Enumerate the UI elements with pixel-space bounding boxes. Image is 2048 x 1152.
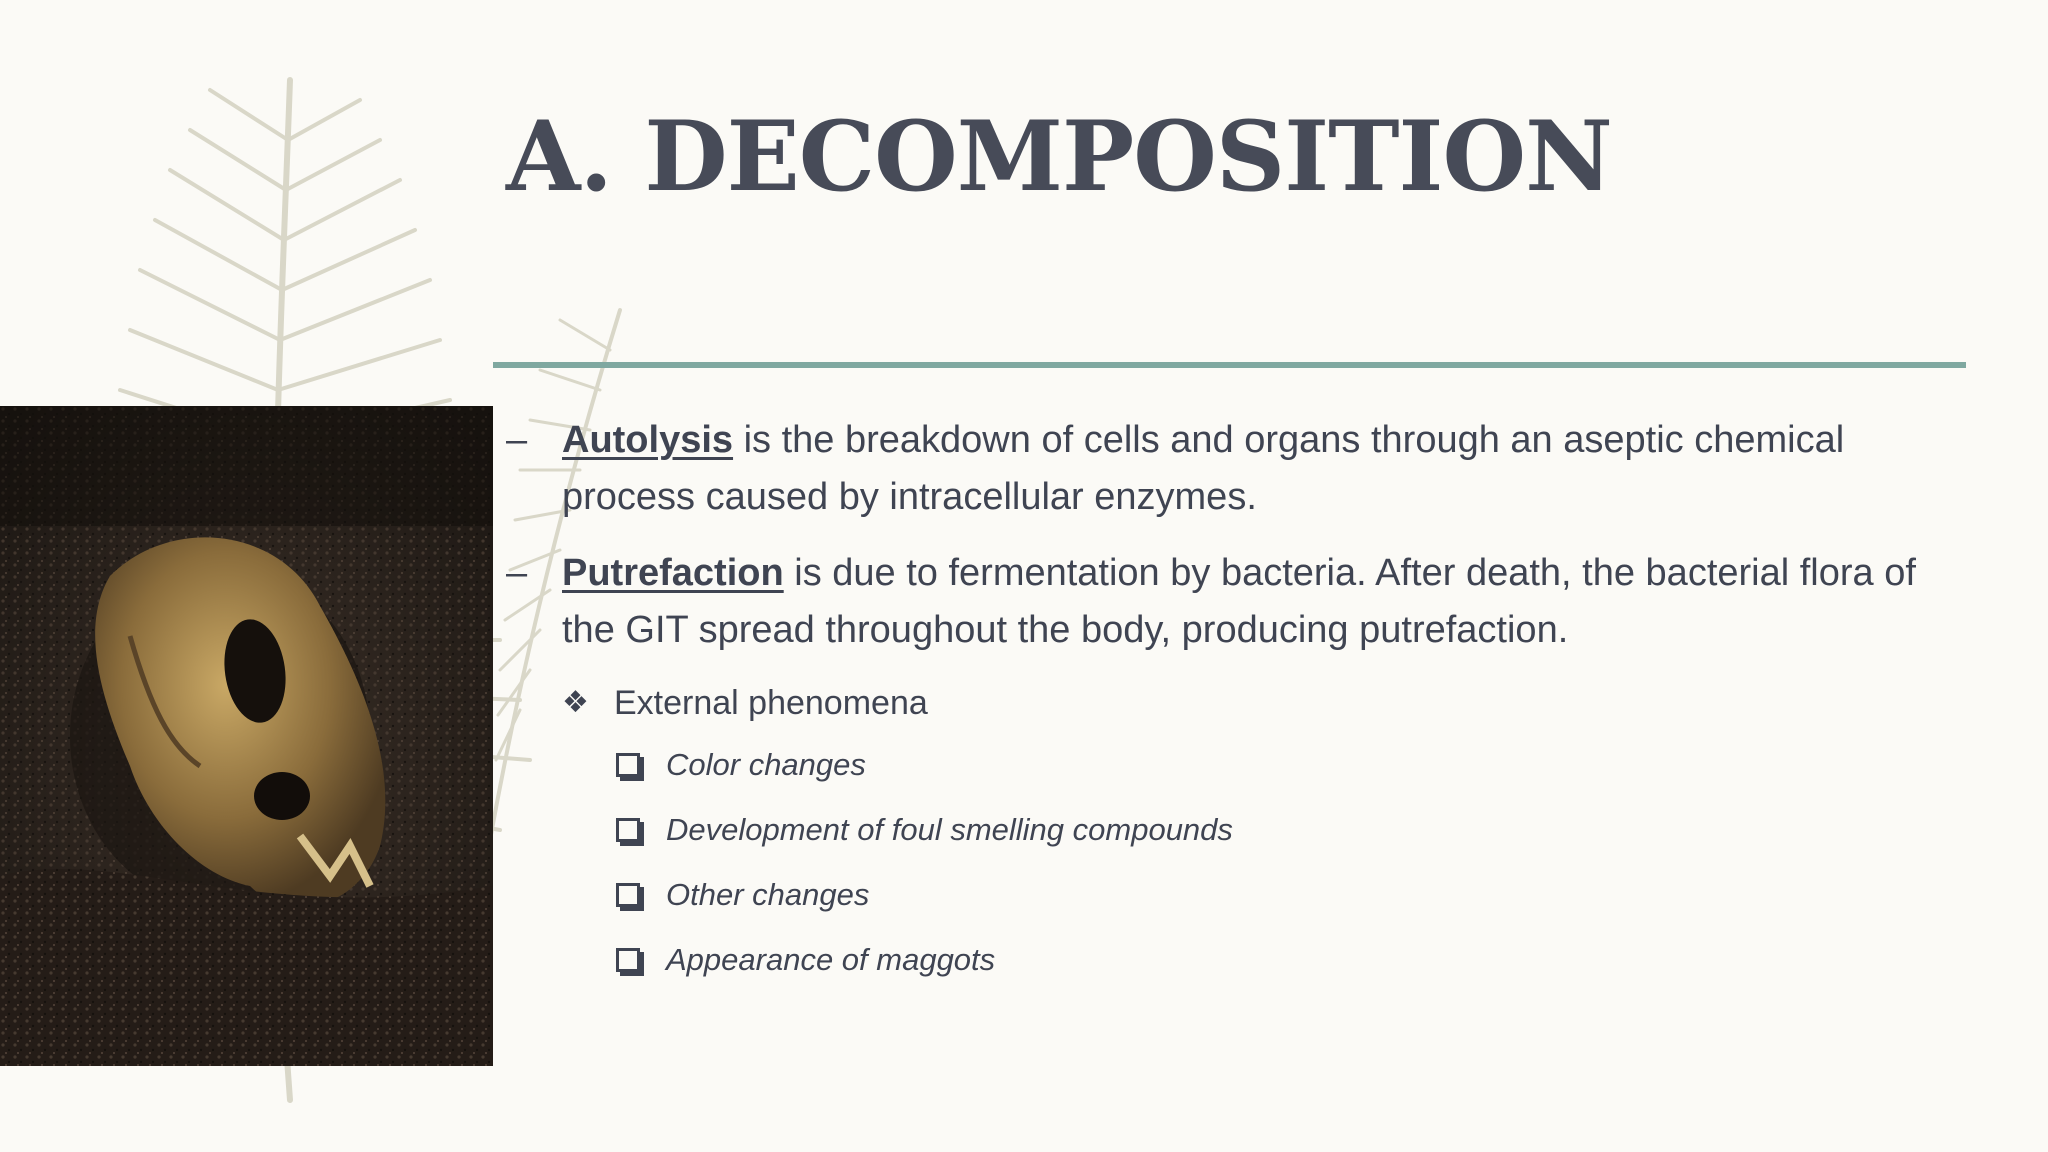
checkbox-bullet-icon	[616, 753, 640, 777]
sub-bullet-text: External phenomena	[614, 684, 928, 722]
dash-bullet-marker: –	[506, 552, 528, 594]
term-autolysis: Autolysis	[562, 419, 734, 461]
page-title: A. DECOMPOSITION	[506, 100, 1612, 213]
external-phenomena-list	[614, 742, 1966, 982]
dash-bullet-marker: –	[506, 419, 528, 461]
checkbox-bullet-icon	[616, 948, 640, 972]
list-item	[614, 807, 1966, 852]
checkbox-bullet-icon	[616, 883, 640, 907]
list-item	[614, 937, 1966, 982]
list-item	[614, 872, 1966, 917]
term-putrefaction: Putrefaction	[562, 552, 784, 594]
decomposition-photo	[0, 406, 493, 1066]
list-item-text: Appearance of maggots	[666, 942, 996, 977]
bullet-external-phenomena	[562, 678, 1966, 728]
diamond-bullet-icon: ❖	[562, 686, 589, 719]
list-item-text: Development of foul smelling compounds	[666, 812, 1233, 847]
bullet-text: is the breakdown of cells and organs through an aseptic chemical process caused by intracellular enzymes.	[562, 419, 1845, 518]
bullet-text: is due to fermentation by bacteria. After death, the bacterial flora of the GIT spread throughout the body, producing putrefaction.	[562, 552, 1916, 651]
title-divider	[493, 362, 1966, 368]
checkbox-bullet-icon	[616, 818, 640, 842]
bullet-autolysis	[506, 412, 1966, 526]
list-item-text: Other changes	[666, 877, 870, 912]
list-item-text: Color changes	[666, 747, 866, 782]
list-item	[614, 742, 1966, 787]
bullet-putrefaction	[506, 545, 1966, 659]
content-area	[506, 412, 1966, 1002]
